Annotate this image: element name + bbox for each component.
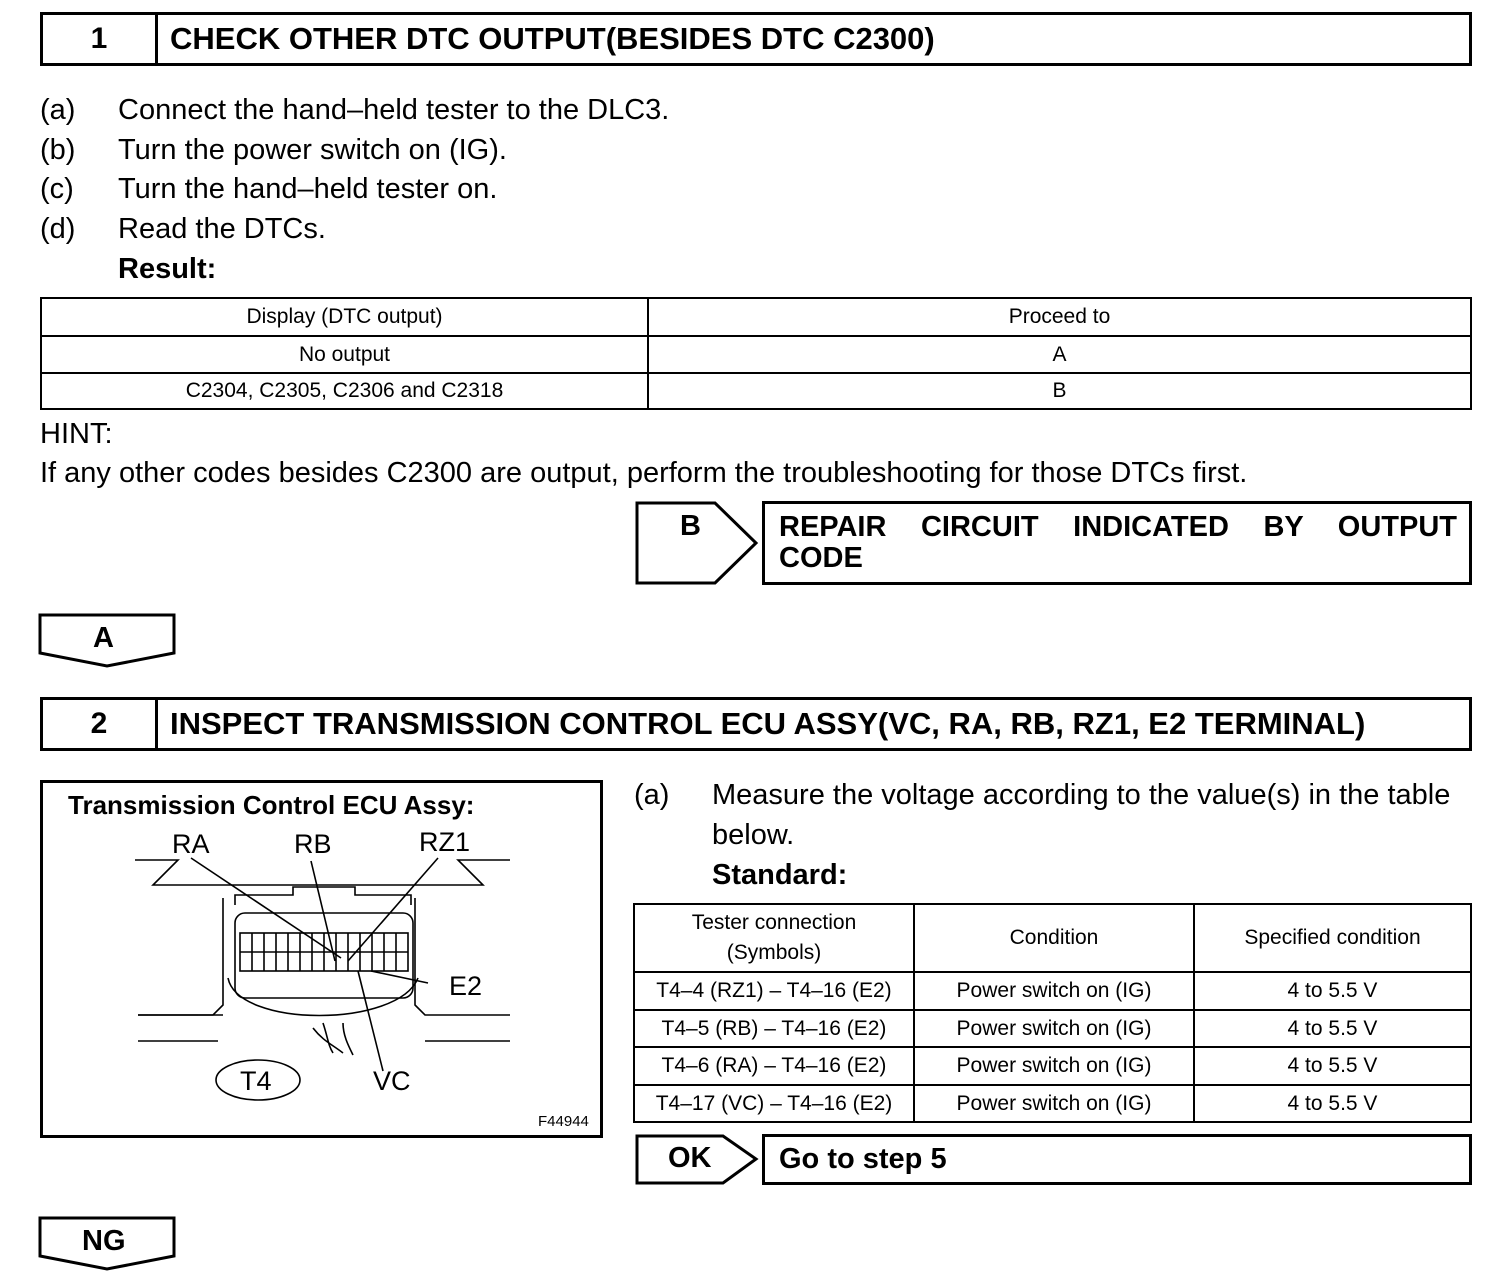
branch-b-action-line: REPAIR CIRCUIT INDICATED BY OUTPUT	[779, 511, 1457, 543]
instruction-text: Turn the hand–held tester on.	[118, 173, 498, 205]
instruction-line	[40, 130, 940, 170]
hint-text: If any other codes besides C2300 are output, perform the troubleshooting for those DTCs first.	[40, 457, 1248, 489]
table-cell: Power switch on (IG)	[914, 1010, 1194, 1047]
branch-b-result	[762, 501, 1472, 585]
result-label: Result:	[118, 253, 217, 285]
instruction-text: Measure the voltage according to the value(s) in the table	[712, 779, 1451, 811]
table-cell: C2304, C2305, C2306 and C2318	[41, 373, 648, 409]
table-header-cell	[634, 904, 914, 972]
pin-label-e2: E2	[449, 971, 483, 1001]
connector-label: T4	[240, 1066, 272, 1096]
table-row	[41, 373, 1471, 409]
table-header-cell: Proceed to	[648, 298, 1471, 336]
table-cell: 4 to 5.5 V	[1194, 972, 1471, 1010]
instruction-line	[40, 209, 940, 249]
instruction-text: Connect the hand–held tester to the DLC3.	[118, 94, 670, 126]
table-row	[634, 1085, 1471, 1122]
table-cell: 4 to 5.5 V	[1194, 1085, 1471, 1122]
table-header-row	[41, 298, 1471, 336]
instruction-text: below.	[712, 819, 795, 851]
table-cell: T4–17 (VC) – T4–16 (E2)	[634, 1085, 914, 1122]
instruction-label: (a)	[634, 779, 670, 811]
table-row	[41, 336, 1471, 373]
table-cell: T4–4 (RZ1) – T4–16 (E2)	[634, 972, 914, 1010]
pin-label-vc: VC	[373, 1066, 411, 1096]
table-row	[634, 1010, 1471, 1047]
instruction-label: (d)	[40, 213, 76, 245]
table-header-line: (Symbols)	[726, 941, 822, 964]
table-cell: 4 to 5.5 V	[1194, 1010, 1471, 1047]
table-header-cell: Condition	[914, 904, 1194, 972]
table-cell: Power switch on (IG)	[914, 1047, 1194, 1085]
branch-a-label: A	[93, 622, 114, 654]
table-cell: A	[648, 336, 1471, 373]
branch-ok-label: OK	[668, 1142, 712, 1174]
step-number: 1	[43, 15, 158, 63]
table-cell: Power switch on (IG)	[914, 1085, 1194, 1122]
table-row	[634, 1047, 1471, 1085]
standard-label: Standard:	[712, 859, 848, 891]
step-title: INSPECT TRANSMISSION CONTROL ECU ASSY(VC, RA, RB, RZ1, E2 TERMINAL)	[170, 706, 1366, 741]
table-cell: B	[648, 373, 1471, 409]
table-cell: Power switch on (IG)	[914, 972, 1194, 1010]
instruction-label: (c)	[40, 173, 74, 205]
branch-b-label: B	[680, 510, 701, 542]
pin-label-rz1: RZ1	[419, 827, 471, 857]
table-row	[634, 972, 1471, 1010]
result-table	[40, 297, 1472, 410]
figure-id: F44944	[538, 1113, 589, 1130]
table-cell: T4–5 (RB) – T4–16 (E2)	[634, 1010, 914, 1047]
table-header-cell: Specified condition	[1194, 904, 1471, 972]
instruction-line	[634, 775, 1494, 815]
instruction-line	[40, 90, 940, 130]
step-title: CHECK OTHER DTC OUTPUT(BESIDES DTC C2300)	[170, 21, 935, 56]
instruction-text: Turn the power switch on (IG).	[118, 134, 507, 166]
instruction-line	[40, 169, 940, 209]
branch-ng-label: NG	[82, 1225, 126, 1257]
step-1-header	[40, 12, 1472, 66]
figure-title: Transmission Control ECU Assy:	[68, 790, 475, 820]
table-cell: 4 to 5.5 V	[1194, 1047, 1471, 1085]
table-header-line: Tester connection	[691, 911, 857, 934]
table-cell: T4–6 (RA) – T4–16 (E2)	[634, 1047, 914, 1085]
table-cell: No output	[41, 336, 648, 373]
standard-table	[633, 903, 1472, 1123]
instruction-label: (a)	[40, 94, 76, 126]
step-2-header	[40, 697, 1472, 751]
pin-label-ra: RA	[172, 829, 210, 859]
step-number: 2	[43, 700, 158, 748]
table-header-cell: Display (DTC output)	[41, 298, 648, 336]
table-header-row	[634, 904, 1471, 972]
instruction-text: Read the DTCs.	[118, 213, 326, 245]
pin-label-rb: RB	[294, 829, 332, 859]
branch-ok-result: Go to step 5	[762, 1134, 1472, 1185]
hint-label: HINT:	[40, 418, 113, 450]
instruction-label: (b)	[40, 134, 76, 166]
branch-b-action-line: CODE	[779, 542, 863, 574]
